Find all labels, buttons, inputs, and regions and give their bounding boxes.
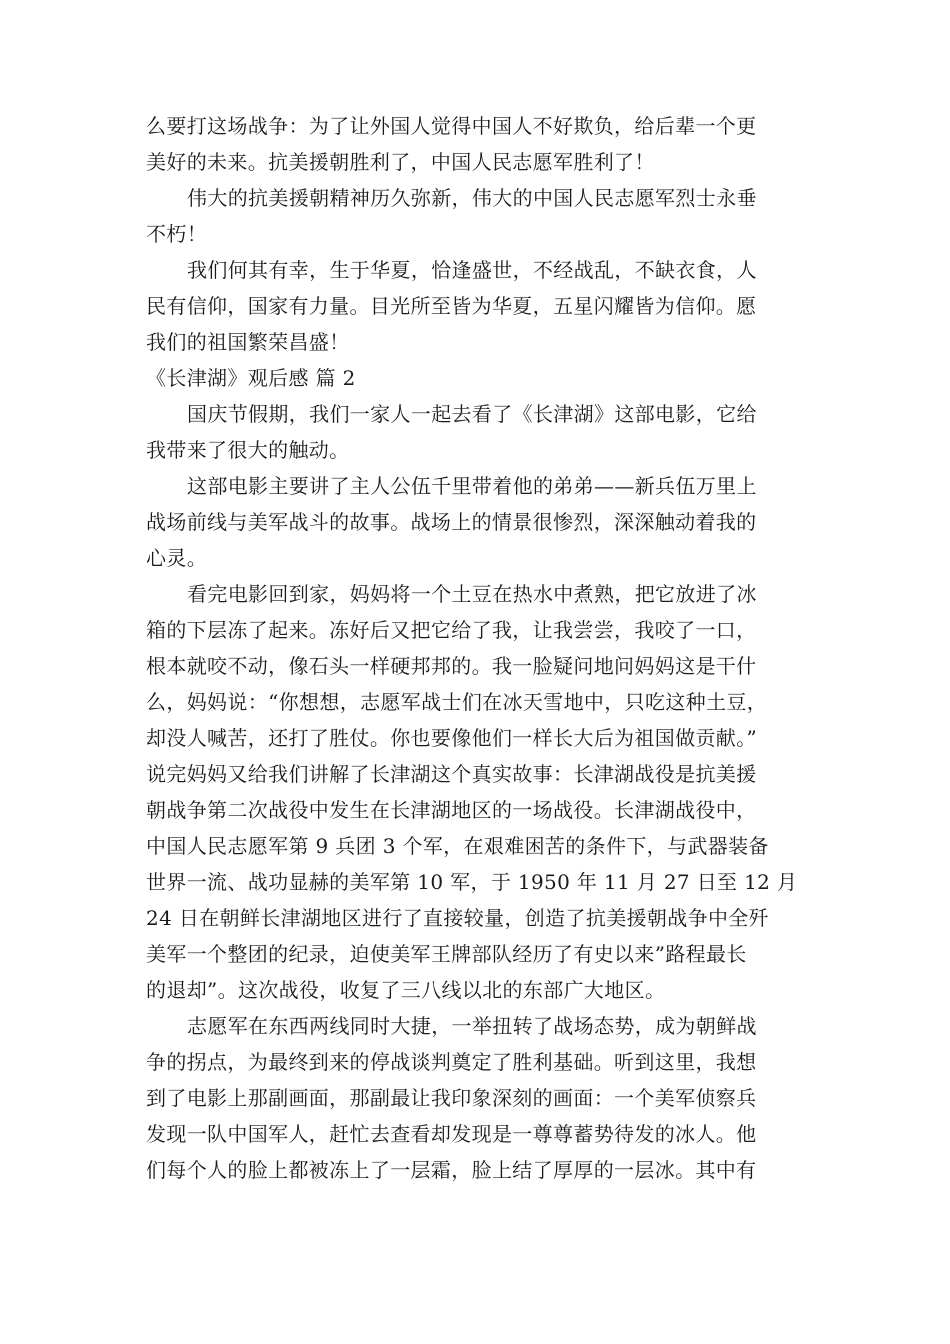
text-line: 中国人民志愿军第 9 兵团 3 个军，在艰难困苦的条件下，与武器装备 [146, 834, 769, 858]
text-line: 这部电影主要讲了主人公伍千里带着他的弟弟——新兵伍万里上 [187, 474, 757, 498]
text-line: 看完电影回到家，妈妈将一个土豆在热水中煮熟，把它放进了冰 [187, 582, 757, 606]
text-line: 么，妈妈说：“你想想，志愿军战士们在冰天雪地中，只吃这种土豆， [146, 690, 768, 714]
text-line: 么要打这场战争：为了让外国人觉得中国人不好欺负，给后辈一个更 [146, 114, 757, 138]
text-line: 我带来了很大的触动。 [146, 438, 350, 462]
text-line: 民有信仰，国家有力量。目光所至皆为华夏，五星闪耀皆为信仰。愿 [146, 294, 757, 318]
text-line: 志愿军在东西两线同时大捷，一举扭转了战场态势，成为朝鲜战 [187, 1014, 757, 1038]
document-body [146, 108, 810, 1188]
text-line: 心灵。 [146, 546, 208, 570]
text-line: 美军一个整团的纪录，迫使美军王牌部队经历了有史以来”路程最长 [146, 942, 747, 966]
text-line: 朝战争第二次战役中发生在长津湖地区的一场战役。长津湖战役中， [146, 798, 757, 822]
text-line: 到了电影上那副画面，那副最让我印象深刻的画面：一个美军侦察兵 [146, 1086, 757, 1110]
text-line: 我们何其有幸，生于华夏，恰逢盛世，不经战乱，不缺衣食，人 [187, 258, 757, 282]
section-heading: 《长津湖》观后感 篇 2 [146, 366, 356, 390]
text-line: 24 日在朝鲜长津湖地区进行了直接较量，创造了抗美援朝战争中全歼 [146, 906, 770, 930]
text-line: 战场前线与美军战斗的故事。战场上的情景很惨烈，深深触动着我的 [146, 510, 757, 534]
text-line: 伟大的抗美援朝精神历久弥新，伟大的中国人民志愿军烈士永垂 [187, 186, 757, 210]
text-line: 却没人喊苦，还打了胜仗。你也要像他们一样长大后为祖国做贡献。” [146, 726, 758, 750]
text-line: 不朽！ [146, 222, 208, 246]
text-line: 的退却”。这次战役，收复了三八线以北的东部广大地区。 [146, 978, 666, 1002]
text-line: 说完妈妈又给我们讲解了长津湖这个真实故事：长津湖战役是抗美援 [146, 762, 757, 786]
text-line: 美好的未来。抗美援朝胜利了，中国人民志愿军胜利了！ [146, 150, 655, 174]
text-line: 我们的祖国繁荣昌盛！ [146, 330, 350, 354]
text-line: 争的拐点，为最终到来的停战谈判奠定了胜利基础。听到这里，我想 [146, 1050, 757, 1074]
text-line: 根本就咬不动，像石头一样硬邦邦的。我一脸疑问地问妈妈这是干什 [146, 654, 757, 678]
text-line: 箱的下层冻了起来。冻好后又把它给了我，让我尝尝，我咬了一口， [146, 618, 757, 642]
text-line: 们每个人的脸上都被冻上了一层霜，脸上结了厚厚的一层冰。其中有 [146, 1158, 757, 1182]
text-line: 国庆节假期，我们一家人一起去看了《长津湖》这部电影，它给 [187, 402, 757, 426]
text-line: 发现一队中国军人，赶忙去查看却发现是一尊尊蓄势待发的冰人。他 [146, 1122, 757, 1146]
text-line: 世界一流、战功显赫的美军第 10 军，于 1950 年 11 月 27 日至 12 月 [146, 870, 798, 894]
